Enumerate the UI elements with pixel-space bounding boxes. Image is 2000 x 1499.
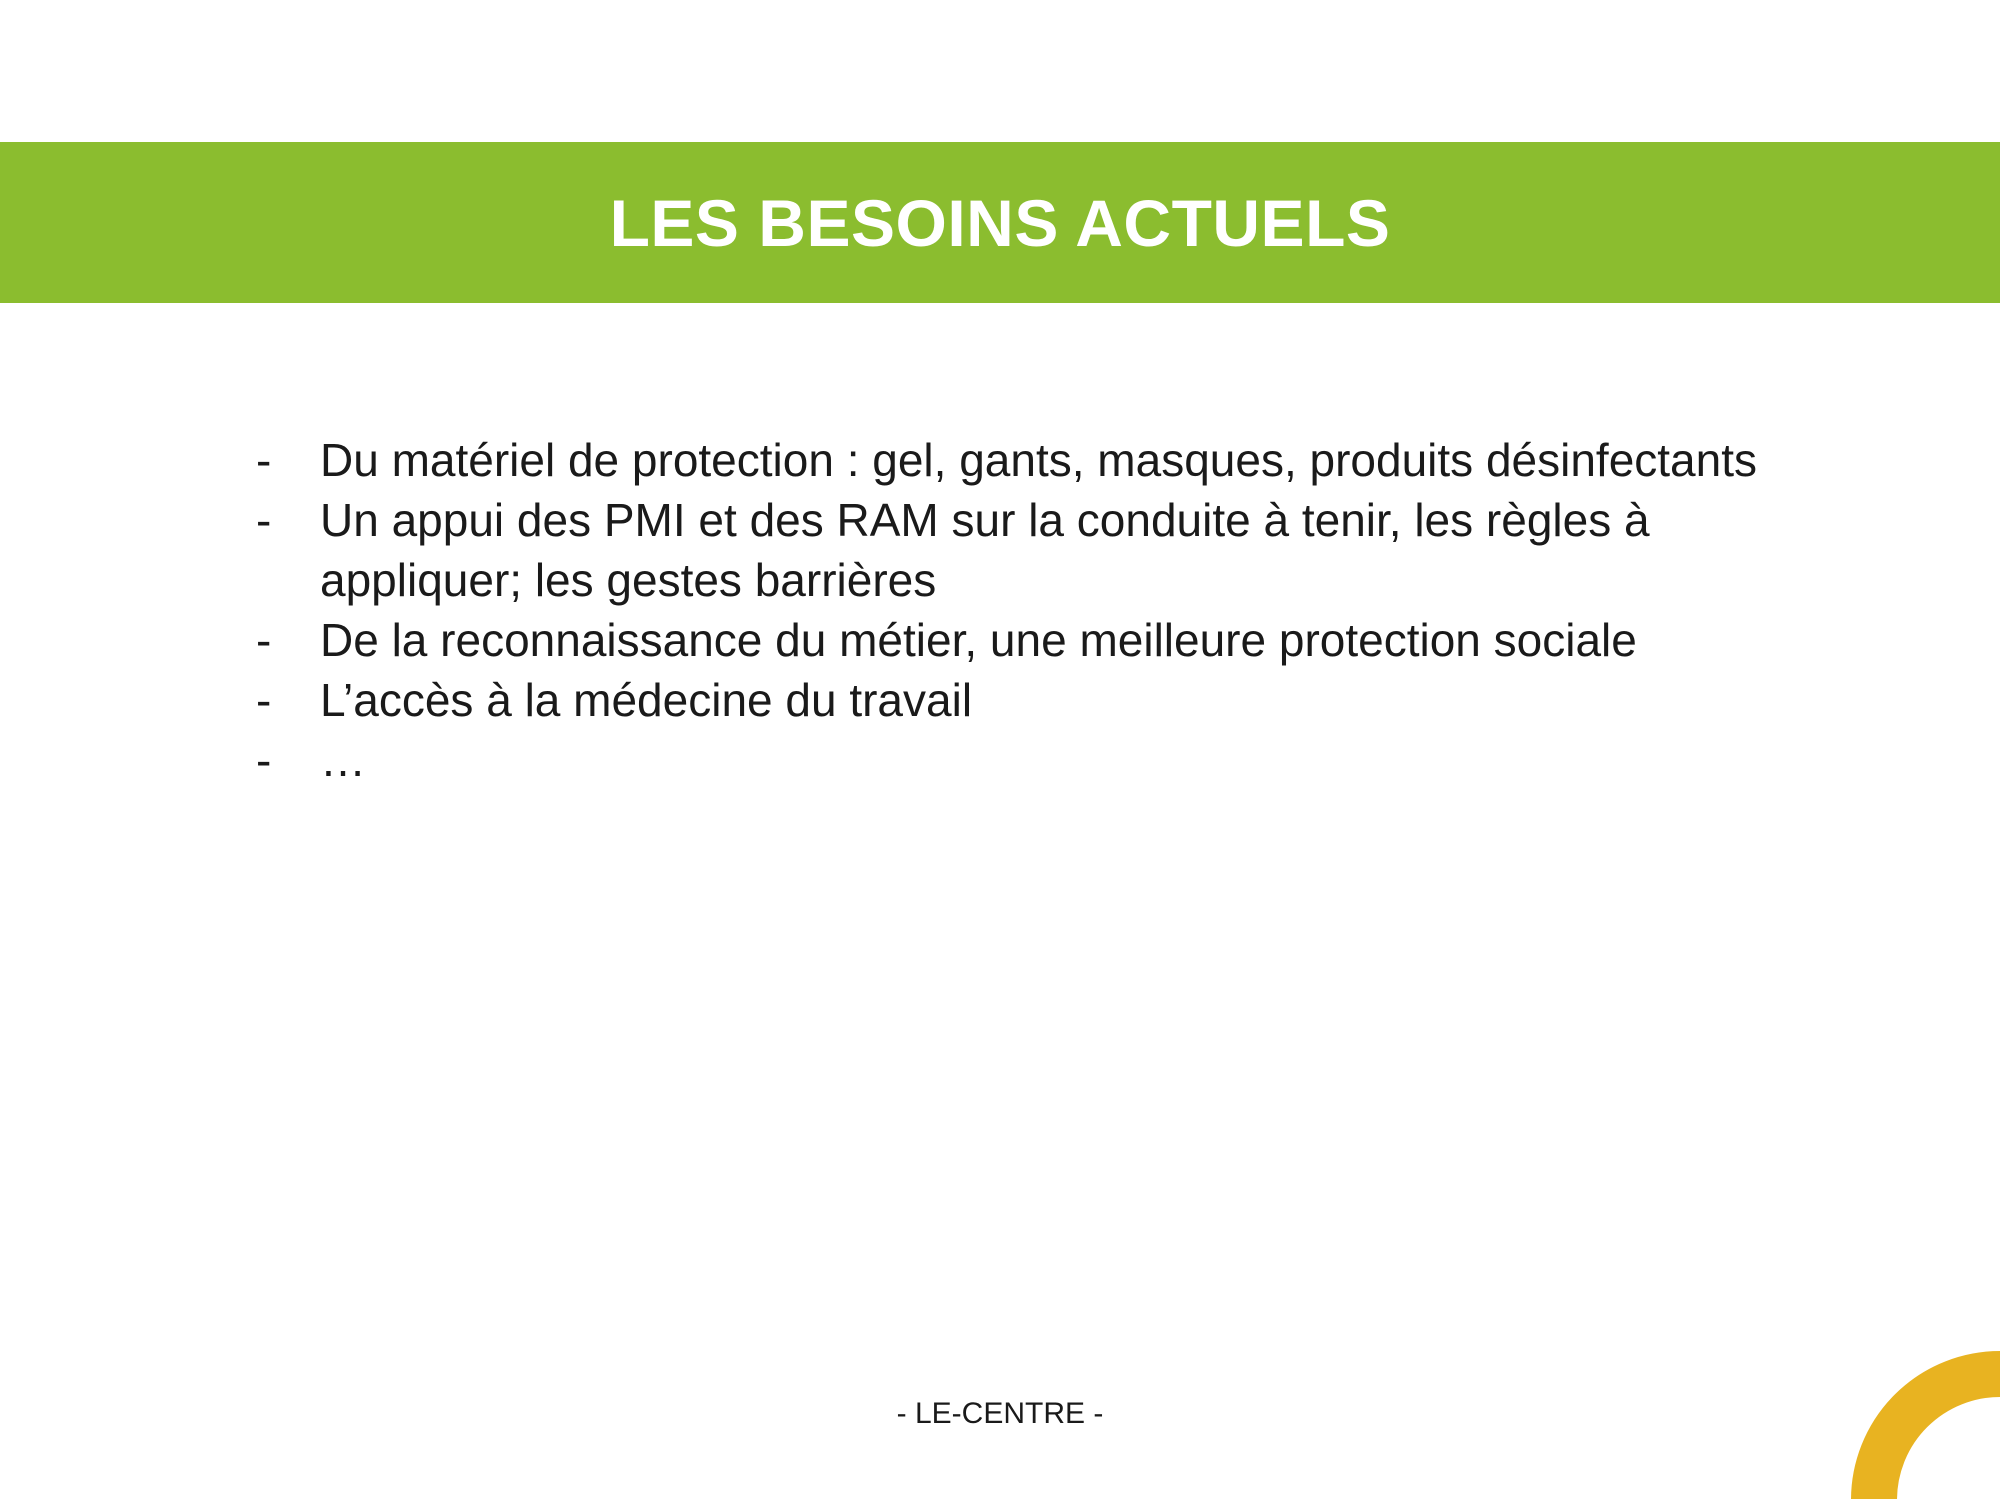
bullet-item <box>252 610 1772 670</box>
bullet-text: De la reconnaissance du métier, une meilleure protection sociale <box>320 614 1637 666</box>
bullet-text: Du matériel de protection : gel, gants, masques, produits désinfectants <box>320 434 1758 486</box>
bullet-item <box>252 670 1772 730</box>
bullet-marker: - <box>256 674 272 726</box>
bullet-marker: - <box>256 614 272 666</box>
slide-footer: - LE-CENTRE - <box>896 1397 1104 1430</box>
bullet-text: L’accès à la médecine du travail <box>320 674 973 726</box>
bullet-item <box>252 490 1772 610</box>
bullet-text: Un appui des PMI et des RAM sur la conduite à tenir, les règles à appliquer; les gestes barrières <box>320 494 1650 606</box>
bullet-item <box>252 430 1772 490</box>
bullet-list <box>252 430 1772 790</box>
title-band <box>0 142 2000 303</box>
bullet-marker: - <box>256 434 272 486</box>
bullet-text: … <box>320 734 366 786</box>
slide-title: LES BESOINS ACTUELS <box>609 185 1391 260</box>
bullet-item <box>252 730 1772 790</box>
bullet-marker: - <box>256 494 272 546</box>
bullet-marker: - <box>256 734 272 786</box>
corner-arc-decoration-icon <box>1840 1340 2000 1499</box>
